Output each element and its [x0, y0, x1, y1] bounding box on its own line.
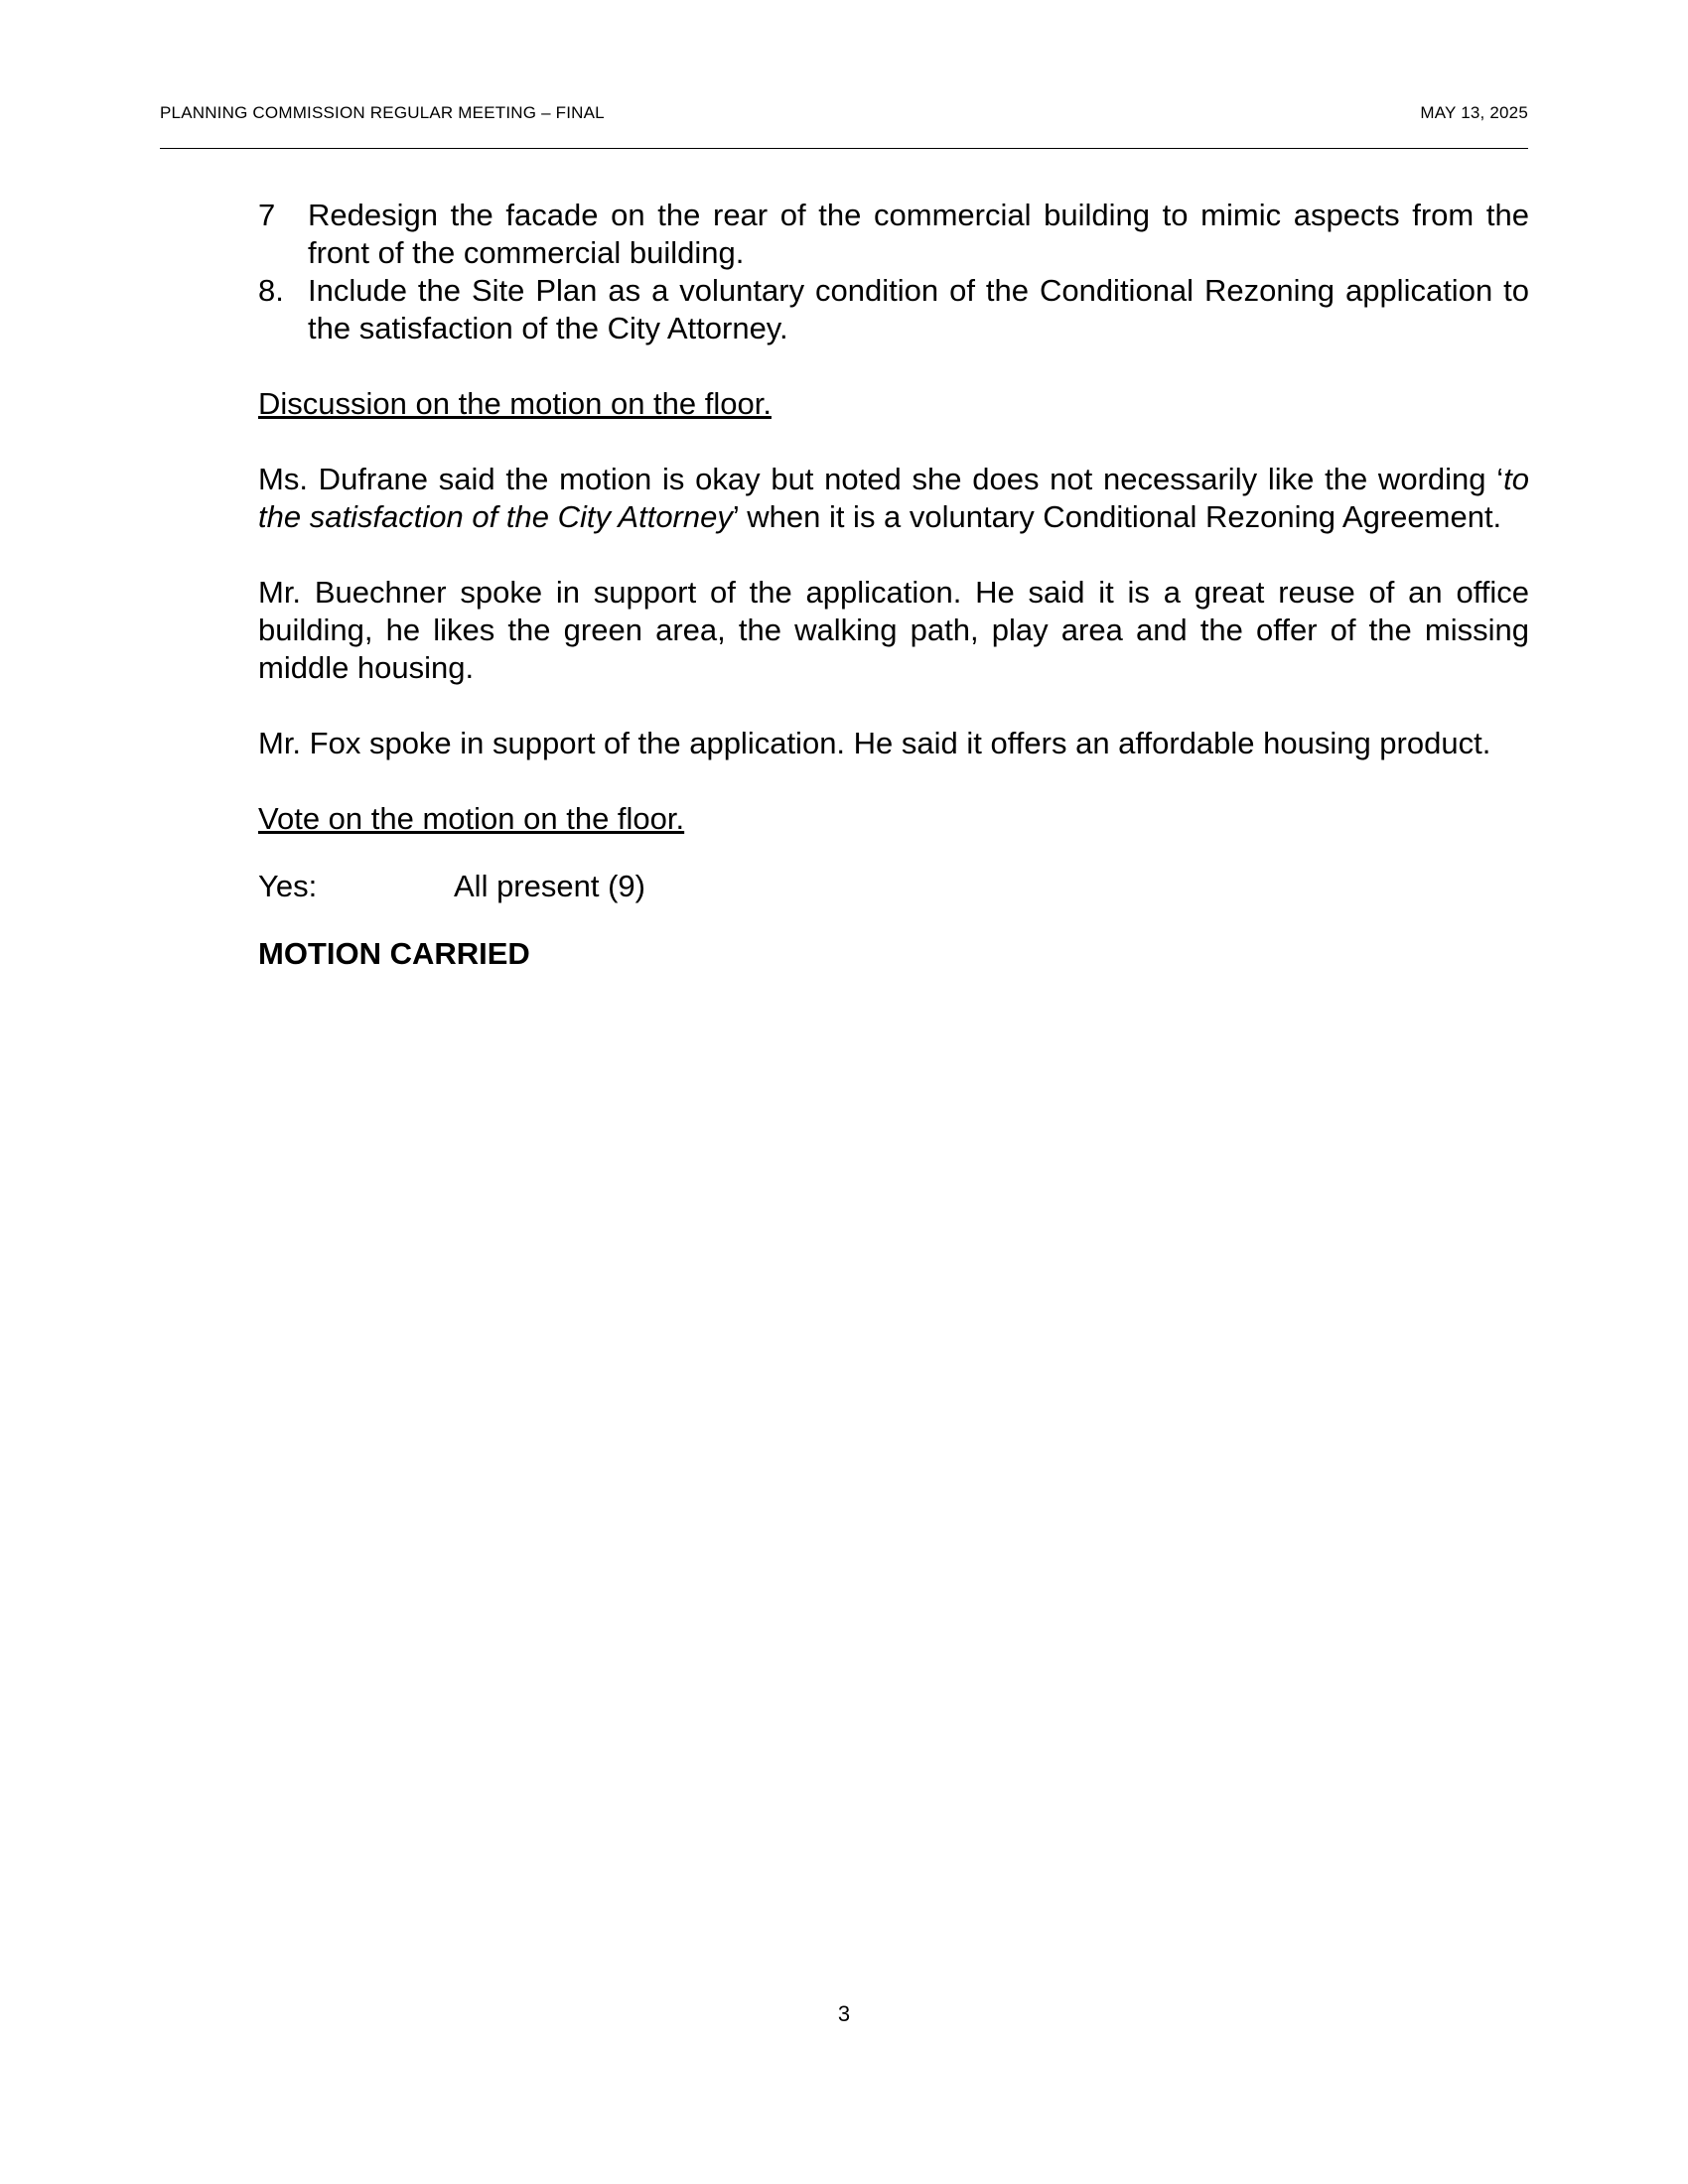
discussion-heading	[258, 385, 1529, 423]
dufrane-quoted-phrase: to the satisfaction of the City Attorney	[258, 462, 1529, 534]
motion-result: MOTION CARRIED	[258, 936, 530, 971]
vote-heading-text: Vote on the motion on the floor.	[258, 801, 685, 836]
meeting-date: MAY 13, 2025	[1420, 103, 1528, 122]
condition-text: Redesign the facade on the rear of the commercial building to mimic aspects from the front of the commercial building.	[308, 198, 1529, 270]
vote-tally	[258, 868, 1529, 905]
page-number: 3	[837, 2001, 851, 2026]
vote-heading	[258, 800, 1529, 838]
condition-text: Include the Site Plan as a voluntary condition of the Conditional Rezoning application to the satisfaction of the City Attorney.	[308, 273, 1529, 345]
condition-number: 7	[258, 198, 276, 232]
meeting-title: PLANNING COMMISSION REGULAR MEETING – FINAL	[160, 103, 605, 122]
page-body	[258, 197, 1529, 973]
dufrane-comment-end: ’ when it is a voluntary Conditional Rezoning Agreement.	[732, 499, 1502, 534]
buechner-comment: Mr. Buechner spoke in support of the application. He said it is a great reuse of an office building, he likes the green area, the walking path, play area and the offer of the missing middle housing.	[258, 575, 1529, 685]
fox-comment: Mr. Fox spoke in support of the application. He said it offers an affordable housing product.	[258, 726, 1491, 760]
condition-number: 8.	[258, 273, 284, 308]
discussion-heading-text: Discussion on the motion on the floor.	[258, 386, 772, 421]
vote-count: All present (9)	[454, 869, 645, 903]
header-divider	[160, 148, 1528, 149]
condition-item	[258, 197, 1529, 272]
condition-item	[258, 272, 1529, 347]
vote-label: Yes:	[258, 869, 318, 903]
dufrane-comment-start: Ms. Dufrane said the motion is okay but noted she does not necessarily like the wording ‘	[258, 462, 1504, 496]
dufrane-comment	[258, 461, 1529, 536]
